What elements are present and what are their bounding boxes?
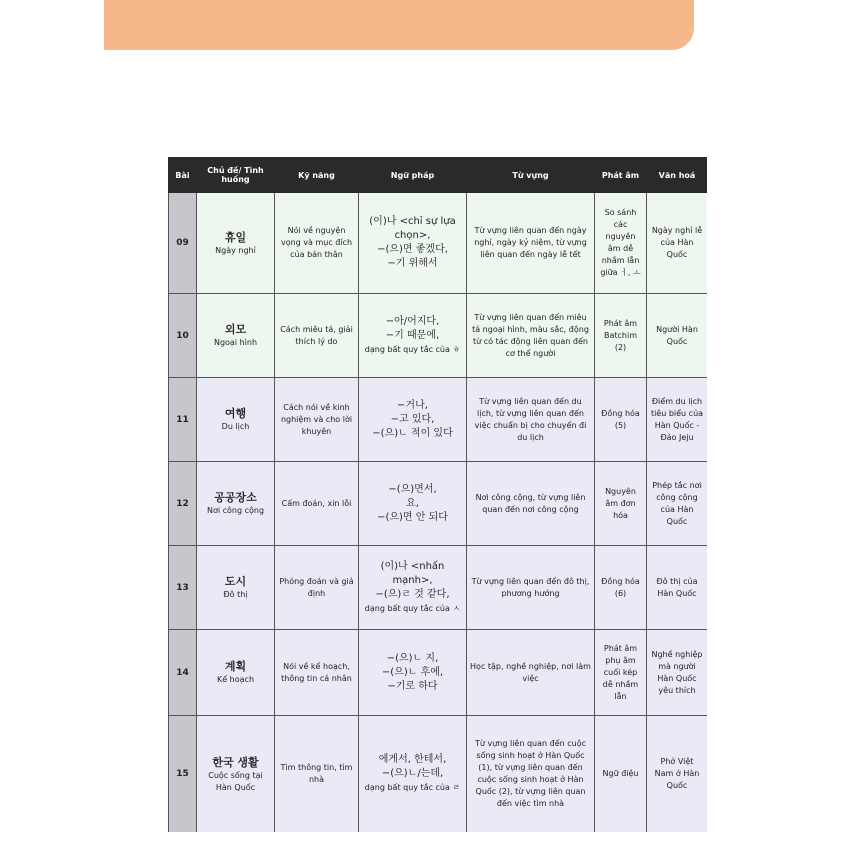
pronunciation-cell: Ngữ điệu — [595, 716, 647, 833]
grammar-item: −아/어지다, — [385, 315, 440, 327]
pronunciation-cell: Đồng hóa (5) — [595, 378, 647, 462]
grammar-item: −거나, — [397, 399, 428, 411]
topic-vietnamese: Ngày nghỉ — [215, 245, 256, 255]
topic-cell — [197, 193, 275, 294]
culture-cell: Người Hàn Quốc — [647, 294, 708, 378]
culture-cell: Nghề nghiệp mà người Hàn Quốc yêu thích — [647, 630, 708, 716]
topic-korean: 한국 생활 — [212, 755, 259, 769]
skill-cell: Phỏng đoán và giả định — [275, 546, 359, 630]
topic-cell — [197, 716, 275, 833]
grammar-item: (이)나 <chỉ sự lựa chọn>, — [369, 216, 456, 241]
pronunciation-cell: Phát âm phụ âm cuối kép dễ nhầm lẫn — [595, 630, 647, 716]
grammar-item: −(으)ㄹ 것 같다, — [375, 588, 450, 600]
topic-cell — [197, 462, 275, 546]
vocabulary-cell: Từ vựng liên quan đến miêu tả ngoại hình, màu sắc, động từ có tác động liên quan đến cơ thể người — [467, 294, 595, 378]
grammar-item: −(으)ㄴ 지, — [386, 652, 439, 664]
topic-vietnamese: Nơi công cộng — [206, 506, 265, 515]
grammar-item: −(으)ㄴ 적이 있다 — [372, 427, 453, 439]
header-row — [169, 158, 708, 193]
lesson-number: 11 — [169, 378, 197, 462]
vocabulary-cell: Từ vựng liên quan đến du lịch, từ vựng liên quan đến việc chuẩn bị cho chuyến đi du lịch — [467, 378, 595, 462]
table-row — [169, 716, 708, 833]
grammar-item: 요, — [406, 497, 419, 509]
grammar-cell — [359, 193, 467, 294]
topic-korean: 계획 — [224, 660, 247, 673]
topic-cell — [197, 294, 275, 378]
grammar-item: −기 때문에, — [385, 329, 440, 341]
header-grammar: Ngữ pháp — [359, 158, 467, 193]
grammar-item: dạng bất quy tắc của ㅅ — [364, 603, 461, 613]
topic-korean: 외모 — [224, 323, 247, 336]
grammar-item: −(으)면 안 되다 — [377, 511, 448, 523]
skill-cell: Cách nói về kinh nghiệm và cho lời khuyên — [275, 378, 359, 462]
header-skill: Kỹ năng — [275, 158, 359, 193]
skill-cell: Cách miêu tả, giải thích lý do — [275, 294, 359, 378]
topic-vietnamese: Cuộc sống tại Hàn Quốc — [208, 770, 263, 792]
grammar-cell — [359, 630, 467, 716]
skill-cell: Nói về nguyện vọng và mục đích của bản thân — [275, 193, 359, 294]
topic-vietnamese: Ngoại hình — [213, 338, 258, 347]
topic-korean: 휴일 — [224, 230, 247, 244]
culture-cell: Phép tắc nơi công cộng của Hàn Quốc — [647, 462, 708, 546]
header-lesson: Bài — [169, 158, 197, 193]
lesson-number: 14 — [169, 630, 197, 716]
grammar-item: dạng bất quy tắc của ㄹ — [364, 783, 461, 792]
header-pronunciation: Phát âm — [595, 158, 647, 193]
vocabulary-cell: Nơi công cộng, từ vựng liên quan đến nơi công cộng — [467, 462, 595, 546]
grammar-item: −(으)ㄴ 후에, — [381, 666, 444, 678]
culture-cell: Phở Việt Nam ở Hàn Quốc — [647, 716, 708, 833]
skill-cell: Tìm thông tin, tìm nhà — [275, 716, 359, 833]
grammar-item: 에게서, 한테서, — [378, 754, 447, 765]
topic-vietnamese: Đô thị — [223, 590, 248, 599]
grammar-item: −(으)면서, — [388, 483, 437, 495]
grammar-cell — [359, 716, 467, 833]
lesson-table — [168, 157, 707, 832]
grammar-cell — [359, 294, 467, 378]
vocabulary-cell: Từ vựng liên quan đến ngày nghỉ, ngày kỷ niệm, từ vựng liên quan đến ngày lễ tết — [467, 193, 595, 294]
lesson-number: 09 — [169, 193, 197, 294]
grammar-item: dạng bất quy tắc của ㅎ — [364, 344, 461, 354]
table-row — [169, 546, 708, 630]
grammar-item: (이)나 <nhấn mạnh>, — [380, 560, 445, 586]
pronunciation-cell: Nguyên âm đơn hóa — [595, 462, 647, 546]
lesson-number: 10 — [169, 294, 197, 378]
table-row — [169, 294, 708, 378]
grammar-cell — [359, 546, 467, 630]
culture-cell: Đô thị của Hàn Quốc — [647, 546, 708, 630]
topic-cell — [197, 546, 275, 630]
grammar-item: −(으)ㄴ/는데, — [381, 768, 444, 779]
pronunciation-cell: So sánh các nguyên âm dễ nhầm lẫn giữa ㅓ, ㅗ — [595, 193, 647, 294]
grammar-item: −기로 하다 — [387, 680, 438, 692]
table-row — [169, 193, 708, 294]
grammar-cell — [359, 378, 467, 462]
grammar-cell — [359, 462, 467, 546]
vocabulary-cell: Học tập, nghề nghiệp, nơi làm việc — [467, 630, 595, 716]
table-row — [169, 630, 708, 716]
grammar-item: −고 있다, — [390, 413, 435, 425]
orange-banner — [104, 0, 694, 50]
vocabulary-cell: Từ vựng liên quan đến đô thị, phương hướng — [467, 546, 595, 630]
topic-vietnamese: Du lịch — [221, 422, 250, 431]
skill-cell: Cấm đoán, xin lỗi — [275, 462, 359, 546]
table-row — [169, 378, 708, 462]
grammar-item: −(으)면 좋겠다, — [377, 244, 448, 255]
topic-korean: 도시 — [224, 575, 247, 588]
skill-cell: Nói về kế hoạch, thông tin cá nhân — [275, 630, 359, 716]
topic-korean: 여행 — [224, 407, 247, 420]
vocabulary-cell: Từ vựng liên quan đến cuộc sống sinh hoạt ở Hàn Quốc (1), từ vựng liên quan đến cuộc sống sinh hoạt ở Hàn Quốc (2), từ vựng liên quan đến việc tìm nhà — [467, 716, 595, 833]
header-vocabulary: Từ vựng — [467, 158, 595, 193]
lesson-number: 13 — [169, 546, 197, 630]
topic-cell — [197, 630, 275, 716]
topic-korean: 공공장소 — [214, 491, 257, 504]
table-row — [169, 462, 708, 546]
header-topic: Chủ đề/ Tình huống — [197, 158, 275, 193]
grammar-item: −기 위해서 — [387, 258, 438, 269]
culture-cell: Ngày nghỉ lễ của Hàn Quốc — [647, 193, 708, 294]
lesson-table-container — [168, 157, 707, 832]
topic-vietnamese: Kế hoạch — [216, 675, 255, 684]
topic-cell — [197, 378, 275, 462]
pronunciation-cell: Đồng hóa (6) — [595, 546, 647, 630]
culture-cell: Điểm du lịch tiêu biểu của Hàn Quốc - Đảo Jeju — [647, 378, 708, 462]
header-culture: Văn hoá — [647, 158, 708, 193]
lesson-number: 15 — [169, 716, 197, 833]
lesson-number: 12 — [169, 462, 197, 546]
pronunciation-cell: Phát âm Batchim (2) — [595, 294, 647, 378]
